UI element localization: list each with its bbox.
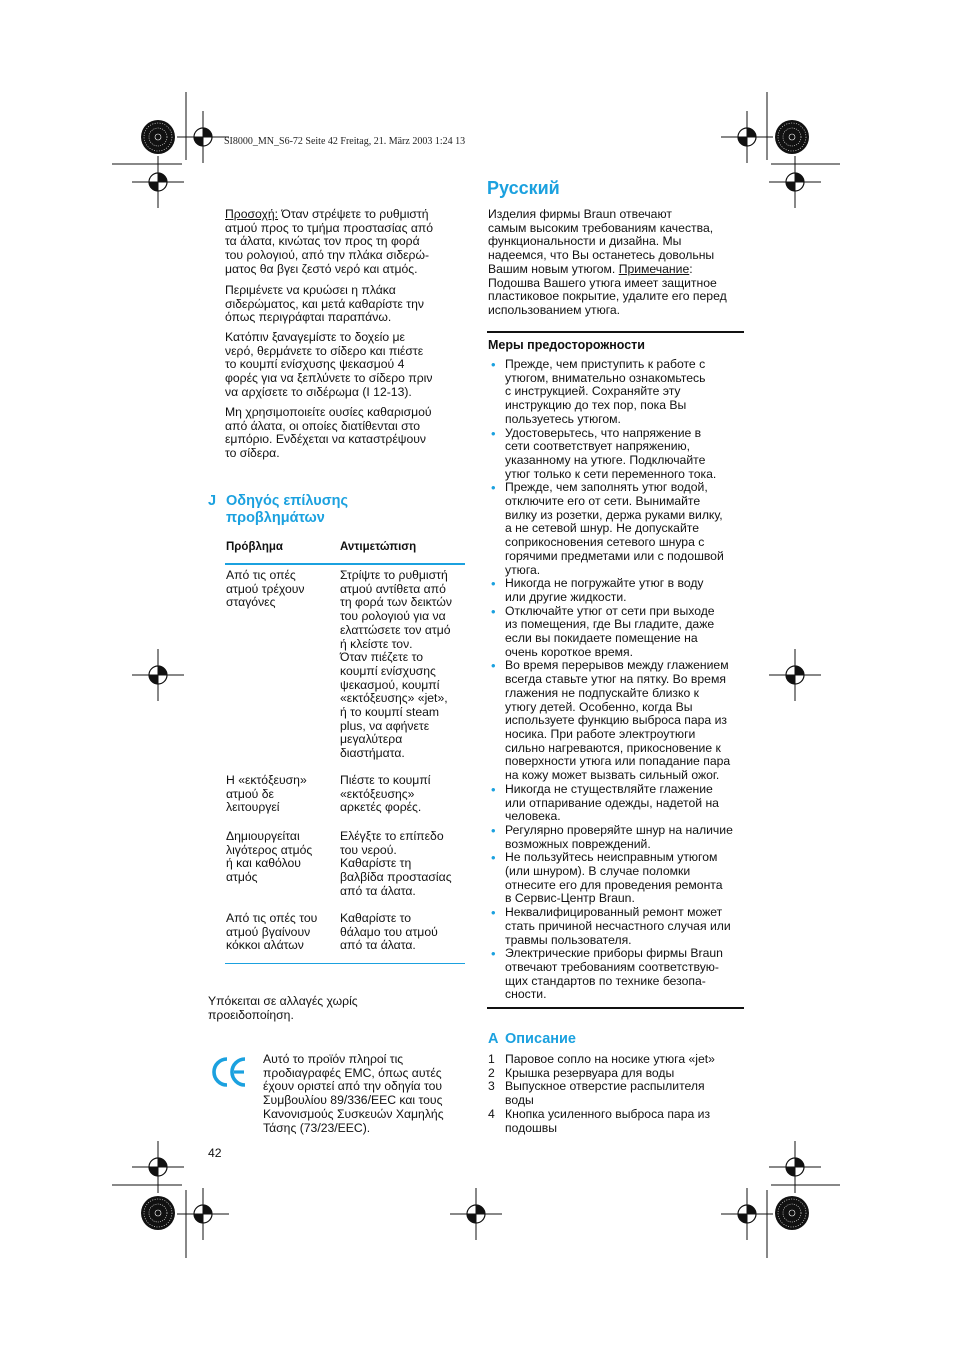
text-line: ατμού προς το τμήμα προστασίας από: [225, 220, 434, 235]
section-letter-j: J: [208, 493, 217, 509]
list-item: [488, 1080, 746, 1107]
text-line: ματος θα βγει ζεστό νερό και ατμός.: [225, 261, 418, 276]
table-cell-problem: [226, 774, 336, 815]
text-line: возможных повреждений.: [505, 836, 651, 851]
column-header-problem: Πρόβλημα: [226, 541, 283, 553]
text-line: έχουν οριστεί από την οδηγία του: [263, 1079, 443, 1094]
precautions-title: Меры предосторожности: [488, 338, 645, 352]
text-line: • Во время перерывов между глажением: [505, 658, 729, 673]
text-line: отвечают требованиям соответствую-: [505, 959, 719, 974]
list-item: [488, 906, 746, 947]
text-line: глажения не подпускайте близко к: [505, 685, 699, 700]
column-header-solution: Αντιμετώπιση: [340, 541, 417, 553]
text-line: ή κλείστε τον.: [340, 636, 413, 651]
text-line: Кнопка усиленного выброса пара из: [505, 1106, 711, 1121]
text-line: Подошва Вашего утюга имеет защитное: [488, 275, 717, 290]
text-line: Δημιουργείται: [226, 829, 300, 843]
description-title: Описание: [505, 1031, 576, 1047]
section-letter-a: A: [488, 1031, 499, 1047]
section-rule: [487, 331, 744, 333]
text-line: инструкцию до тех пор, пока Вы: [505, 398, 687, 413]
text-line: Πιέστε το κουμπί: [340, 773, 431, 787]
text-line: щих стандартов по технике безопа-: [505, 973, 706, 988]
list-item: [488, 851, 746, 906]
text-line: διαστήματα.: [340, 746, 405, 761]
title-line: προβλημάτων: [226, 510, 325, 526]
item-number: 1: [488, 1052, 495, 1066]
text-line: τη φορά των δεικτών: [340, 595, 452, 610]
text-line: «εκτόξευσης»: [340, 786, 415, 801]
text-line: λειτουργεί: [226, 800, 280, 815]
table-cell-problem: [226, 912, 336, 953]
text-line: • Никогда не стуществляйте глажение: [505, 781, 713, 796]
text-line: κουμπί ενίσχυσης: [340, 663, 436, 678]
text-line: προδιαγραφές EMC, όπως αυτές: [263, 1065, 442, 1080]
text-line: Υπόκειται σε αλλαγές χωρίς: [208, 994, 358, 1008]
text-line: του νερού.: [340, 842, 397, 857]
text-line: утюгом, внимательно ознакомьтесь: [505, 370, 706, 385]
text-line: Όταν πιέζετε το: [340, 650, 424, 665]
text-line: κόκκοι αλάτων: [226, 938, 304, 953]
text-line: воды: [505, 1093, 534, 1108]
troubleshooting-title: [226, 493, 348, 527]
text-line: θάλαμο του ατμού: [340, 924, 438, 939]
text-line: Από τις οπές: [226, 568, 296, 582]
text-line: горячими предметами или с подошвой: [505, 548, 724, 563]
text-line: самым высоким требованиям качества,: [488, 220, 714, 235]
refill-paragraph: [225, 331, 465, 400]
text-line: очень короткое время.: [505, 644, 634, 659]
text-line: отключите его от сети. Вынимайте: [505, 494, 701, 509]
text-line: ή το κουμπί steam: [340, 705, 440, 720]
precautions-list: [488, 358, 746, 1002]
text-line: используете функцию выброса пара из: [505, 713, 727, 728]
text-line: отнесите его для проведения ремонта: [505, 877, 723, 892]
list-item: [488, 1067, 746, 1081]
text-line: ατμού βγαίνουν: [226, 924, 311, 939]
text-line: указанному на утюге. Подключайте: [505, 452, 706, 467]
text-line: а не сетевой шнур. Не допускайте: [505, 521, 699, 536]
text-line: ατμός: [226, 870, 258, 885]
text-line: если вы покидаете помещение на: [505, 631, 698, 646]
text-line: травмы пользователя.: [505, 932, 632, 947]
text-line: (или шнуром). В случае поломки: [505, 864, 691, 879]
text-line: пользуетесь утюгом.: [505, 411, 621, 426]
text-line: Καθαρίστε το: [340, 911, 412, 925]
text-line: όπως περιγράφται παραπάνω.: [225, 310, 392, 325]
wait-paragraph: [225, 284, 465, 325]
text-line: ή και καθόλου: [226, 856, 301, 871]
text-line: • Отключайте утюг от сети при выходе: [505, 603, 715, 618]
text-line: на кожу может вызвать сильный ожог.: [505, 768, 720, 783]
text-line: Крышка резервуара для воды: [505, 1065, 675, 1080]
item-number: 2: [488, 1065, 495, 1080]
text-line: Κανονισμούς Συσκευών Χαμηλής: [263, 1106, 444, 1121]
table-cell-problem: [226, 830, 336, 885]
description-list: [488, 1053, 746, 1135]
text-line: человека.: [505, 809, 561, 824]
text-line: Από τις οπές του: [226, 911, 318, 925]
list-item: [488, 824, 746, 851]
note-label: Примечание: [618, 261, 690, 276]
text-line: του ρολογιού για να: [340, 609, 446, 624]
table-cell-solution: [340, 830, 468, 899]
text-line: надеемся, что Вы останетесь довольны: [488, 248, 715, 263]
text-line: • Никогда не погружайте утюг в воду: [505, 576, 704, 591]
list-item: [488, 577, 746, 604]
text-line: Τάσης (73/23/EEC).: [263, 1120, 371, 1135]
intro-paragraph: [488, 208, 750, 318]
text-line: пластиковое покрытие, удалите его перед: [488, 289, 727, 304]
text-line: Η «εκτόξευση»: [226, 773, 307, 787]
list-item: [488, 947, 746, 1002]
item-number: 4: [488, 1106, 495, 1121]
table-header-rule: [225, 563, 465, 565]
text-line: μεγαλύτερα: [340, 732, 403, 747]
text-line: Μη χρησιμοποιείτε ουσίες καθαρισμού: [225, 405, 432, 419]
language-title: Русский: [487, 178, 560, 198]
text-line: Όταν στρέψετε το ρυθμιστή: [278, 207, 429, 221]
text-line: ατμού αντίθετα από: [340, 581, 446, 596]
text-line: ατμού τρέχουν: [226, 581, 305, 596]
text-line: το κουμπί ενίσχυσης ψεκασμού 4: [225, 357, 405, 372]
table-bottom-rule: [225, 963, 465, 964]
page-number: 42: [208, 1146, 222, 1160]
text-line: использованием утюга.: [488, 302, 621, 317]
text-line: Καθαρίστε τη: [340, 856, 412, 871]
text-line: Αυτό το προϊόν πληροί τις: [263, 1052, 404, 1066]
text-line: из помещения, где Вы гладите, даже: [505, 617, 715, 632]
list-item: [488, 1108, 746, 1135]
text-line: να αρχίσετε το σιδέρωμα (I 12-13).: [225, 384, 412, 399]
subject-to-change-note: [208, 995, 458, 1022]
text-line: • Прежде, чем приступить к работе с: [505, 357, 706, 371]
text-line: Вашим новым утюгом.: [488, 261, 619, 276]
text-line: подошвы: [505, 1120, 558, 1135]
text-line: функциональности и дизайна. Мы: [488, 234, 682, 249]
text-line: • Удостоверьтесь, что напряжение в: [505, 425, 702, 440]
title-line: Οδηγός επίλυσης: [226, 493, 349, 509]
text-line: • Электрические приборы фирмы Braun: [505, 946, 723, 961]
text-line: в Сервис-Центр Braun.: [505, 891, 635, 906]
text-line: Паровое сопло на носике утюга «jet»: [505, 1052, 715, 1066]
text-line: вилку из розетки, держа руками вилку,: [505, 507, 723, 522]
text-line: από τα άλατα.: [340, 883, 416, 898]
text-line: утюгу детей. Особенно, когда Вы: [505, 699, 693, 714]
text-line: νερό, θερμάνετε το σίδερο και πιέστε: [225, 343, 424, 358]
text-line: утюга.: [505, 562, 541, 577]
caution-label: Προσοχή:: [225, 207, 279, 221]
text-line: φορές για να ξεπλύνετε το σίδερο πριν: [225, 371, 433, 386]
text-line: Ελέγξτε το επίπεδο: [340, 829, 444, 843]
text-line: с инструкцией. Сохраняйте эту: [505, 384, 681, 399]
table-cell-solution: [340, 774, 468, 815]
text-line: сности.: [505, 987, 547, 1002]
text-line: соприкосновения сетевого шнура с: [505, 535, 705, 550]
text-line: αρκετές φορές.: [340, 800, 422, 815]
text-line: λιγότερος ατμός: [226, 842, 313, 857]
text-line: ψεκασμού, κουμπί: [340, 677, 440, 692]
text-line: • Регулярно проверяйте шнур на наличие: [505, 822, 733, 837]
text-line: εμπόριο. Ενδέχεται να καταστρέψουν: [225, 432, 427, 447]
text-line: • Прежде, чем заполнять утюг водой,: [505, 480, 708, 495]
list-item: [488, 358, 746, 427]
caution-paragraph: [225, 208, 465, 277]
list-item: [488, 427, 746, 482]
print-header: SI8000_MN_S6-72 Seite 42 Freitag, 21. März 2003 1:24 13: [224, 136, 466, 147]
item-number: 3: [488, 1079, 495, 1094]
text-line: всегда ставьте утюг на пятку. Во время: [505, 672, 726, 687]
list-item: [488, 481, 746, 577]
text-line: τα άλατα, κινώτας τον προς τη φορά: [225, 234, 420, 249]
text-line: ελαττώσετε τον ατμό: [340, 622, 451, 637]
list-item: [488, 605, 746, 660]
text-line: το σίδερα.: [225, 446, 280, 461]
text-line: :: [689, 261, 693, 276]
text-line: από τα άλατα.: [340, 938, 416, 953]
list-item: [488, 1053, 746, 1067]
table-cell-solution: [340, 912, 468, 953]
list-item: [488, 783, 746, 824]
text-line: • Неквалифицированный ремонт может: [505, 905, 723, 920]
text-line: Выпускное отверстие распылителя: [505, 1079, 705, 1094]
text-line: Изделия фирмы Braun отвечают: [488, 207, 672, 221]
descaler-paragraph: [225, 406, 465, 461]
text-line: βαλβίδα προστασίας: [340, 870, 452, 885]
text-line: προειδοποίηση.: [208, 1007, 294, 1022]
text-line: утюг только к сети переменного тока.: [505, 466, 717, 481]
text-line: или другие жидкости.: [505, 589, 627, 604]
text-line: поверхности утюга или попадание пара: [505, 754, 731, 769]
table-cell-problem: [226, 569, 336, 610]
text-line: Κατόπιν ξαναγεμίστε το δοχείο με: [225, 330, 405, 344]
text-line: σιδερώματος, και μετά καθαρίστε την: [225, 296, 424, 311]
text-line: Περιμένετε να κρυώσει η πλάκα: [225, 283, 396, 297]
text-line: сильно нагреваются, прикосновение к: [505, 740, 721, 755]
text-line: ατμού δε: [226, 786, 274, 801]
text-line: Συμβουλίου 89/336/EEC και τους: [263, 1093, 443, 1108]
text-line: του ρολογιού, από την πλάκα σιδερώ-: [225, 248, 430, 263]
text-line: «εκτόξευσης» «jet»,: [340, 691, 448, 706]
list-item: [488, 659, 746, 782]
text-line: από άλατα, οι οποίες διατίθενται στο: [225, 418, 421, 433]
text-line: или отпаривание одежды, надетой на: [505, 795, 719, 810]
section-rule: [487, 1007, 744, 1009]
text-line: • Не пользуйтесь неисправным утюгом: [505, 850, 718, 865]
ce-compliance-text: [263, 1053, 473, 1135]
text-line: носика. При работе электроутюги: [505, 726, 696, 741]
table-cell-solution: [340, 569, 468, 761]
text-line: plus, να αφήνετε: [340, 718, 430, 733]
text-line: σταγόνες: [226, 595, 276, 610]
text-line: стать причиной несчастного случая или: [505, 918, 731, 933]
text-line: Στρίψτε το ρυθμιστή: [340, 568, 448, 582]
ce-mark-icon: [210, 1054, 248, 1090]
text-line: сети соответствует напряжению,: [505, 439, 691, 454]
